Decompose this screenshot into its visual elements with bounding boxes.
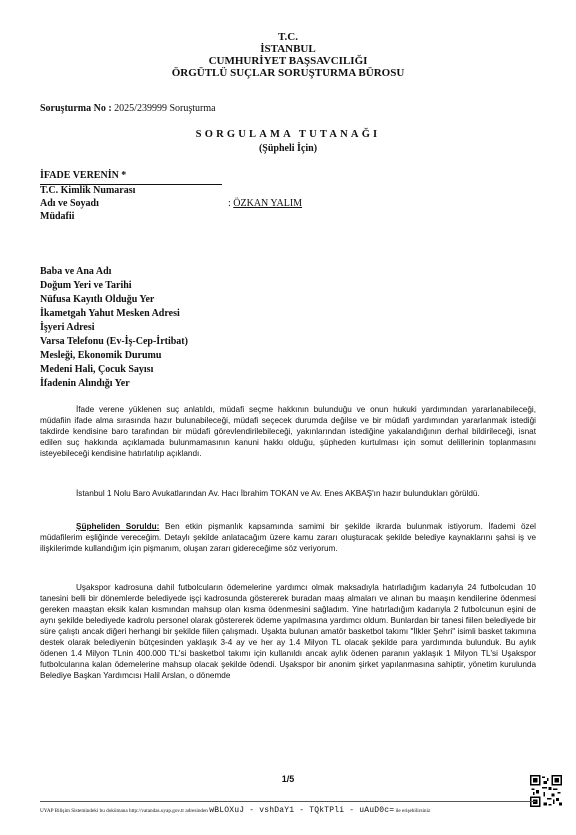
- footer-divider: [40, 801, 536, 802]
- footer-text-end: ile erişebilirsiniz: [395, 808, 431, 814]
- statement-label: Şüpheliden Soruldu:: [76, 522, 160, 531]
- footer: [40, 806, 532, 815]
- header-bureau: ÖRGÜTLÜ SUÇLAR SORUŞTURMA BÜROSU: [171, 67, 405, 79]
- field-tc-label: T.C. Kimlik Numarası: [40, 185, 136, 196]
- section-ifade-veren: İFADE VERENİN *: [40, 170, 127, 181]
- field-work-label: İşyeri Adresi: [40, 322, 95, 333]
- field-parents-label: Baba ve Ana Adı: [40, 266, 112, 277]
- document-title: SORGULAMA TUTANAĞI: [195, 129, 381, 140]
- field-phone-label: Varsa Telefonu (Ev-İş-Cep-İrtibat): [40, 336, 188, 347]
- field-job-label: Mesleği, Ekonomik Durumu: [40, 350, 162, 361]
- field-birth-label: Doğum Yeri ve Tarihi: [40, 280, 132, 291]
- paragraph-lawyers-text: İstanbul 1 Nolu Baro Avukatlarından Av. Hacı İbrahim TOKAN ve Av. Enes AKBAŞ'ın hazır bulundukları görüldü.: [76, 489, 480, 498]
- header-country: T.C.: [278, 31, 298, 43]
- field-registry-label: Nüfusa Kayıtlı Olduğu Yer: [40, 294, 155, 305]
- field-marital-label: Medeni Hali, Çocuk Sayısı: [40, 364, 154, 375]
- field-address-label: İkametgah Yahut Mesken Adresi: [40, 308, 180, 319]
- name-text: ÖZKAN YALIM: [233, 198, 303, 209]
- case-number-label: Soruşturma No :: [40, 103, 112, 114]
- document-header: [0, 31, 576, 79]
- header-city: İSTANBUL: [260, 43, 316, 55]
- field-name-label: Adı ve Soyadı: [40, 198, 99, 209]
- document-subtitle: (Şüpheli İçin): [258, 143, 318, 154]
- qr-code-icon: [530, 775, 562, 807]
- case-number: [40, 103, 216, 114]
- page-number: 1/5: [281, 774, 295, 784]
- field-place-label: İfadenin Alındığı Yer: [40, 378, 130, 389]
- field-lawyer-label: Müdafii: [40, 211, 75, 222]
- paragraph-details-text: Uşakspor kadrosuna dahil futbolcuların ödemelerine yardımcı olmak maksadıyla hatırladığım kadarıyla 24 futbolcudan 10 tanesini belli bir dönemlerde belediyede işçi kadrosunda göstererek buradan maaş almaları ve alınan bu maaşın kendilerine ödenmesi gereken maaştan eksik kalan kısmından mahsup olan kısma ödenmesini sağladım. Yine hatırladığım kadarıyla 2 futbolcunun eşini de aynı şekilde belediyede kadrolu personel olarak göstererek ödeme yapılmasına yardımcı oldum. Bunlardan bir tanesi fiilen belediyede bir süre çalıştı ancak diğeri herhangi bir şekilde fiilen çalışmadı. Uşakta bulunan amatör basketbol takımı "İlkler Şehri" isimli basket takımına destek olarak belediyenin bütçesinden yaklaşık 3-4 ay ve her ay 1.4 Milyon TL olacak şekilde para yardımında bulunduk. Bu aylık ödenen 1.4 Milyon TLnin 400.000 TL'si basketbol takımı için kullanıldı ancak aylık ödenen paranın yaklaşık 1 Milyon TL'si Uşakspor futbolcularına kalan ödemelerine mahsup olacak şekilde ödendi. Uşakspor bir anonim şirket yapılanmasına sahiptir, yönetim kurulunda Belediye Başkan Yardımcısı Halil Arslan, o dönemde: [40, 583, 536, 680]
- paragraph-rights: [40, 404, 536, 459]
- header-office: CUMHURİYET BAŞSAVCILIĞI: [208, 55, 368, 67]
- footer-verification-code: wBLOXuJ - vshDaY1 - TQkTPli - uAuD0c=: [209, 806, 395, 815]
- footer-text: UYAP Bilişim Sistemindeki bu dokümana http://vatandas.uyap.gov.tr adresinden: [40, 808, 208, 814]
- case-number-value: 2025/239999 Soruşturma: [114, 103, 216, 114]
- paragraph-rights-text: İfade verene yüklenen suç anlatıldı, müdafi seçme hakkının bulunduğu ve onun hukuki yardımından yararlanabileceği, müdafiin ifade alma sırasında hazır bulunabileceği, müdafi seçecek durumda değilse ve bir müdafi yardımından yararlanmak istediği takdirde kendisine baro tarafından bir müdafi görevlendirilebileceği, yakınlarından istediğine yakalandığının derhal bildirileceği, isnat edilen suç hakkında açıklamada bulunmamasının kanuni hakkı olduğu, şüpheden kurtulması için somut delillerinin toplanmasını isteyebileceği kendisine hatırlatılıp açıklandı.: [40, 405, 536, 458]
- paragraph-details: [40, 582, 536, 681]
- paragraph-lawyers: [40, 488, 536, 499]
- paragraph-statement-text: Ben etkin pişmanlık kapsamında samimi bir şekilde ikrarda bulunmak istiyorum. İfademi özel müdafilerim eşliğinde vereceğim. Detaylı şekilde anlatacağım üzere kamu zararı oluşturacak şekilde belediye kaynaklarını şahsi iş ve ilişkilerimde kullandığım için pişmanım, oluşan zararı gidereceğime söz veriyorum.: [40, 522, 536, 553]
- paragraph-statement: [40, 521, 536, 554]
- field-name-value: [228, 198, 302, 209]
- name-colon: :: [228, 198, 231, 209]
